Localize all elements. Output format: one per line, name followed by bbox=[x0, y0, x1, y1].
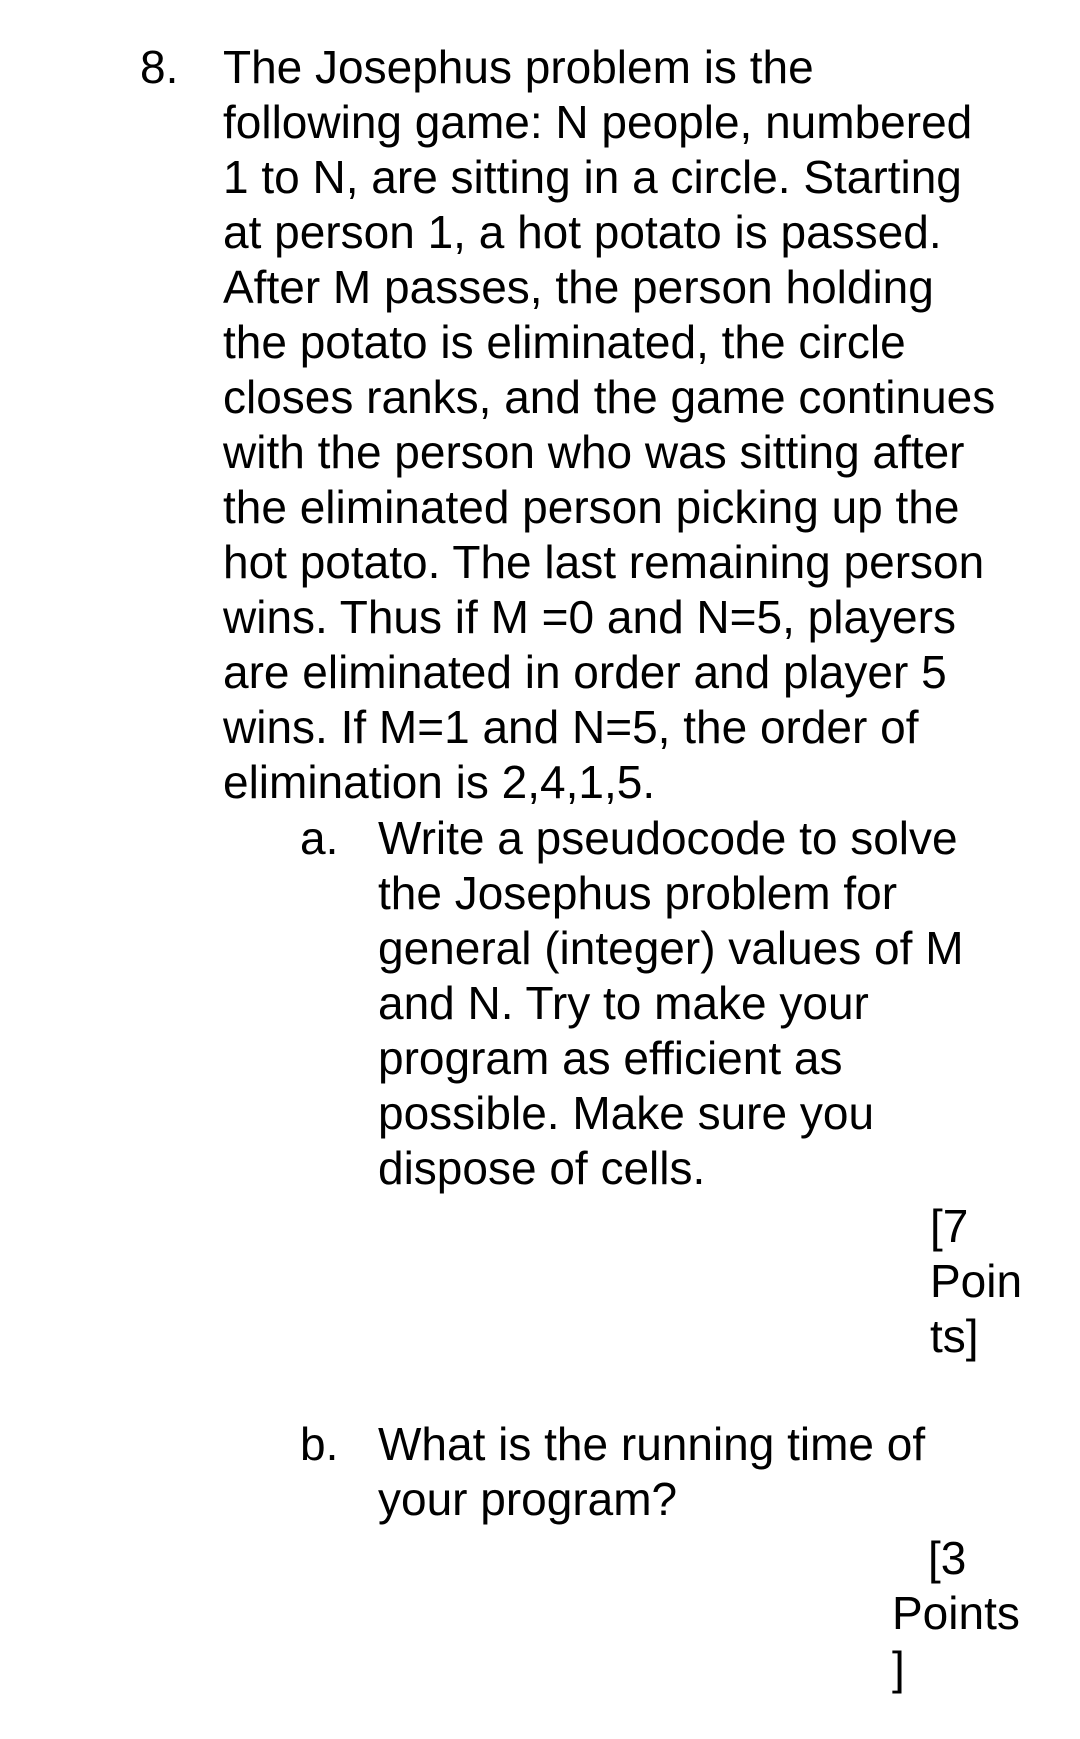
part-b-points: [3 bbox=[928, 1532, 967, 1584]
part-b-points: ] bbox=[892, 1642, 905, 1694]
question-line: at person 1, a hot potato is passed. bbox=[223, 206, 942, 258]
question-line: the potato is eliminated, the circle bbox=[223, 316, 906, 368]
part-a-line: general (integer) values of M bbox=[378, 922, 964, 974]
question-number: 8. bbox=[140, 41, 179, 93]
part-b-points: Points bbox=[892, 1587, 1020, 1639]
question-line: After M passes, the person holding bbox=[223, 261, 934, 313]
question-line: following game: N people, numbered bbox=[223, 96, 973, 148]
question-line: hot potato. The last remaining person bbox=[223, 536, 985, 588]
question-line: closes ranks, and the game continues bbox=[223, 371, 996, 423]
question-line: with the person who was sitting after bbox=[223, 426, 965, 478]
part-b-marker: b. bbox=[300, 1418, 339, 1470]
part-a-points: Poin bbox=[930, 1255, 1023, 1307]
question-line: wins. If M=1 and N=5, the order of bbox=[223, 701, 919, 753]
question-line: 1 to N, are sitting in a circle. Starting bbox=[223, 151, 962, 203]
part-a-points: ts] bbox=[930, 1310, 979, 1362]
part-a-line: Write a pseudocode to solve bbox=[378, 812, 958, 864]
question-line: elimination is 2,4,1,5. bbox=[223, 756, 656, 808]
part-a-line: program as efficient as bbox=[378, 1032, 843, 1084]
part-a-line: possible. Make sure you bbox=[378, 1087, 875, 1139]
question-line: The Josephus problem is the bbox=[223, 41, 814, 93]
question-line: are eliminated in order and player 5 bbox=[223, 646, 947, 698]
part-b-line: your program? bbox=[378, 1473, 678, 1525]
part-a-line: the Josephus problem for bbox=[378, 867, 898, 919]
question-line: the eliminated person picking up the bbox=[223, 481, 960, 533]
part-a-line: dispose of cells. bbox=[378, 1142, 706, 1194]
question-line: wins. Thus if M =0 and N=5, players bbox=[223, 591, 956, 643]
part-a-points: [7 bbox=[930, 1200, 969, 1252]
part-a-marker: a. bbox=[300, 812, 339, 864]
part-a-line: and N. Try to make your bbox=[378, 977, 869, 1029]
part-b-line: What is the running time of bbox=[378, 1418, 926, 1470]
